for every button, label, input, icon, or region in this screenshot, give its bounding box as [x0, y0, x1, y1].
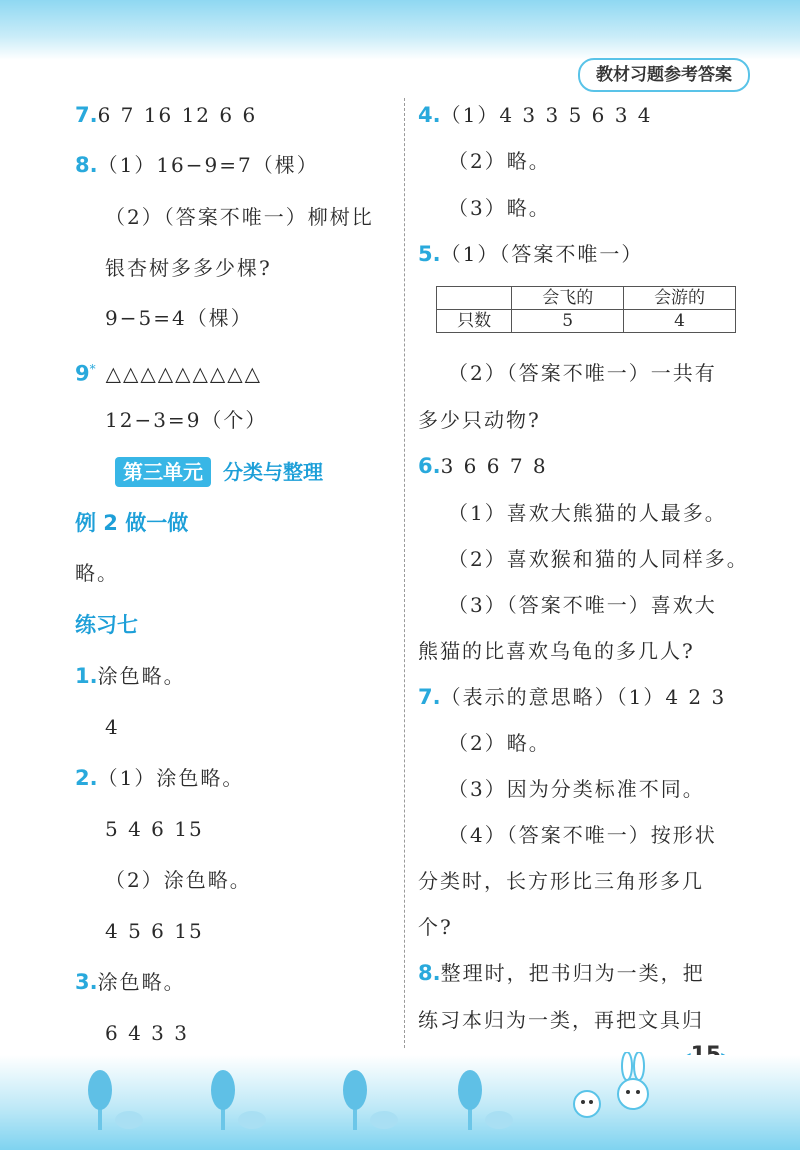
answer-r4-line-3: （3）略。 [448, 196, 551, 220]
answer-r4-line-2: （2）略。 [448, 149, 551, 173]
answer-r5-line-3: 多少只动物? [418, 408, 541, 432]
answer-r8: 8.整理时，把书归为一类，把 [418, 961, 705, 985]
header-title: 教材习题参考答案 [578, 58, 750, 92]
answer-8: 8.（1）16−9=7（棵） [75, 153, 319, 177]
exercise-3-line-2: 6 4 3 3 [105, 1021, 189, 1045]
exercise-2: 2.（1）涂色略。 [75, 766, 245, 790]
answer-r7-line-4: （4）（答案不唯一）按形状 [448, 823, 717, 847]
tree-icon [340, 1062, 400, 1132]
exercise-2-line-4: 4 5 6 15 [105, 919, 204, 943]
example-answer: 略。 [75, 561, 119, 585]
table-row [437, 310, 736, 333]
answer-r8-line-2: 练习本归为一类，再把文具归 [418, 1008, 704, 1032]
table-cell: 4 [624, 310, 736, 333]
answer-r7-line-2: （2）略。 [448, 731, 551, 755]
table-header: 会游的 [624, 287, 736, 310]
exercise-2-line-3: （2）涂色略。 [105, 868, 252, 892]
answer-9: 9* △△△△△△△△△ [75, 361, 263, 386]
top-decorative-band [0, 0, 800, 60]
answer-r7-line-6: 个? [418, 915, 453, 939]
exercise-1-line-2: 4 [105, 715, 120, 739]
answer-7: 7.6 7 16 12 6 6 [75, 103, 258, 127]
table-row [437, 287, 736, 310]
table-cell [437, 287, 512, 310]
tree-icon [85, 1062, 145, 1132]
triangles: △△△△△△△△△ [105, 361, 263, 386]
tree-icon [208, 1062, 268, 1132]
answer-r5-line-2: （2）（答案不唯一）一共有 [448, 361, 717, 385]
answer-r5: 5.（1）（答案不唯一） [418, 242, 644, 266]
bunny-mascot-icon [565, 1052, 655, 1132]
unit-heading [115, 457, 323, 487]
answer-9-line-2: 12−3=9（个） [105, 408, 268, 432]
classification-table [436, 286, 736, 333]
exercise-3: 3.涂色略。 [75, 970, 186, 994]
exercise-1: 1.涂色略。 [75, 664, 186, 688]
answer-r6-line-5: 熊猫的比喜欢乌龟的多几人? [418, 639, 695, 663]
table-row-label: 只数 [437, 310, 512, 333]
exercise-2-line-2: 5 4 6 15 [105, 817, 204, 841]
answer-r6-line-4: （3）（答案不唯一）喜欢大 [448, 593, 717, 617]
answer-r6: 6.3 6 6 7 8 [418, 454, 548, 478]
exercise-title: 练习七 [75, 613, 138, 637]
answer-r6-line-2: （1）喜欢大熊猫的人最多。 [448, 501, 727, 525]
answer-8-line-2: （2）（答案不唯一）柳树比 [105, 205, 374, 229]
tree-icon [455, 1062, 515, 1132]
answer-8-line-4: 9−5=4（棵） [105, 306, 253, 330]
unit-title: 分类与整理 [223, 460, 323, 484]
table-header: 会飞的 [512, 287, 624, 310]
answer-r7-line-5: 分类时，长方形比三角形多几 [418, 869, 704, 893]
table-cell: 5 [512, 310, 624, 333]
column-divider [404, 98, 405, 1048]
answer-r4: 4.（1）4 3 3 5 6 3 4 [418, 103, 653, 127]
answer-8-line-3: 银杏树多多少棵? [105, 256, 272, 280]
answer-r7-line-3: （3）因为分类标准不同。 [448, 777, 705, 801]
answer-r7: 7.（表示的意思略）（1）4 2 3 [418, 685, 727, 709]
unit-badge: 第三单元 [115, 457, 211, 487]
example-heading: 例 2 做一做 [75, 511, 189, 535]
answer-r6-line-3: （2）喜欢猴和猫的人同样多。 [448, 547, 749, 571]
